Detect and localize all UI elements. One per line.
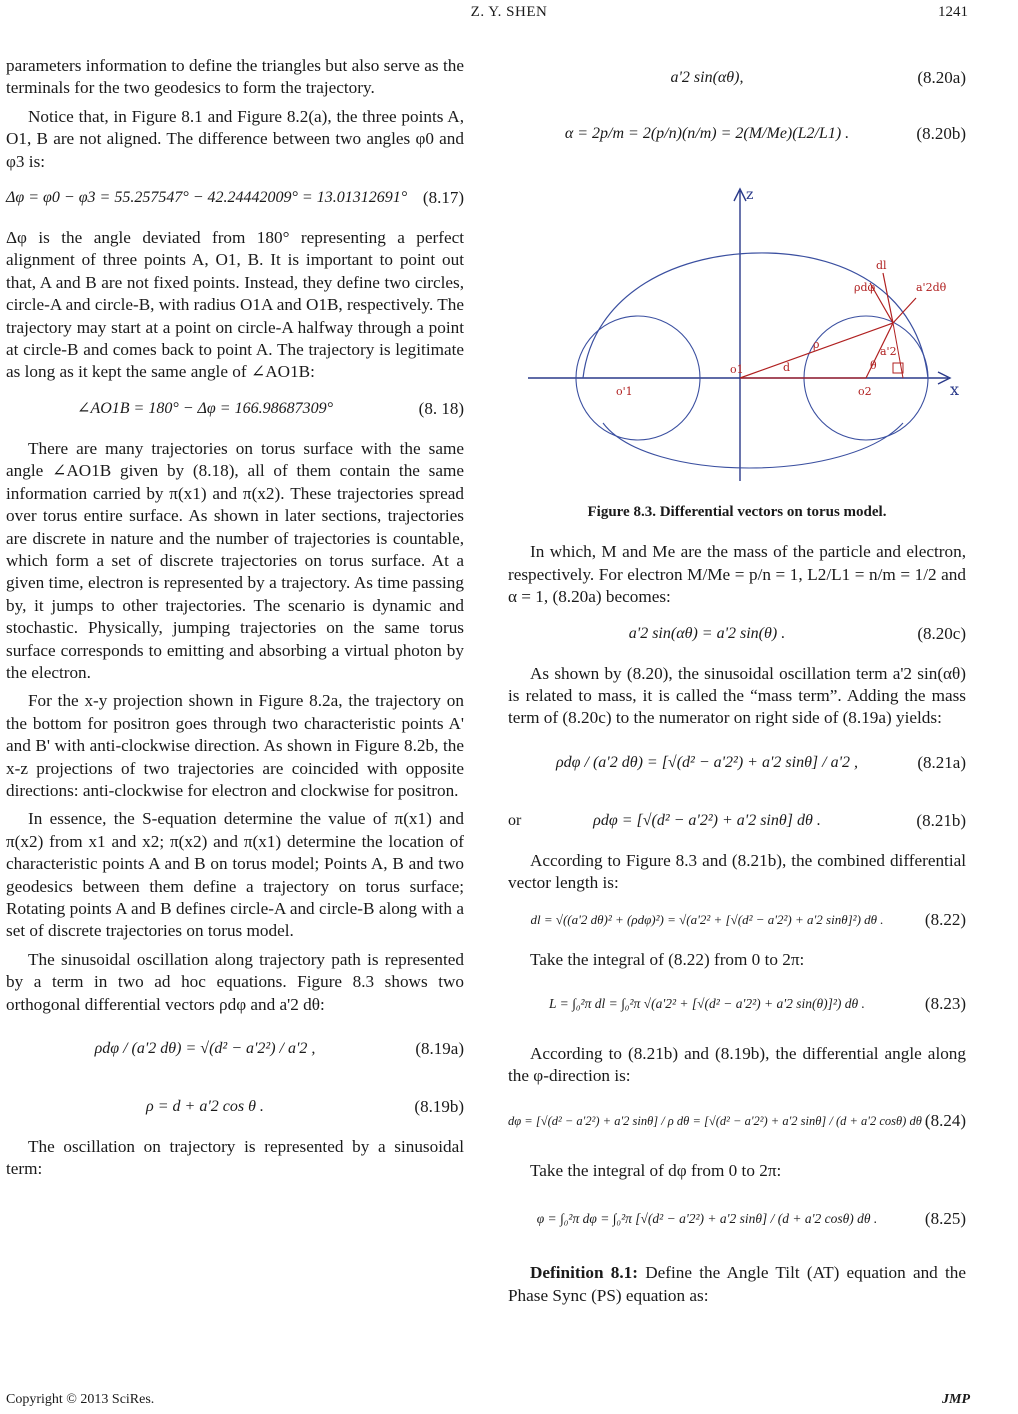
equation-body: L = ∫₀²π dl = ∫₀²π √(a'2² + [√(d² − a'2²) + a'2 sin(θ)]²) dθ . [549,996,865,1012]
equation-body: φ = ∫₀²π dφ = ∫₀²π [√(d² − a'2²) + a'2 sinθ] / (d + a'2 cosθ) dθ . [536,1211,878,1227]
equation-number: (8. 18) [418,398,464,418]
equation-8-18 [6,390,464,430]
paragraph: Δφ is the angle deviated from 180° representing a perfect alignment of three points A, O1, B. It is important to point out that, A and B are not fixed points. Instead, they define two circles, circle-A and circle-B, with radius O1A and O1B, respectively. The trajectory may start at a point on circle-A halfway through a point at circle-B and comes back to point A. The trajectory is legitimate as long as it kept the same angle of ∠AO1B: [6,228,464,382]
equation-8-25 [508,1188,966,1254]
equation-number: (8.17) [422,188,464,208]
equation-number: (8.22) [924,909,966,929]
torus-bottom-outline [603,423,903,468]
paragraph: As shown by (8.20), the sinusoidal oscillation term a'2 sin(αθ) is related to mass, it is called the “mass term”. Adding the mass term of (8.20c) to the numerator on right side of (8.19a) yields: [508,663,966,728]
or-word: or [508,811,522,829]
d-label: d [783,361,791,374]
equation-number: (8.20c) [917,623,966,643]
paragraph: According to (8.21b) and (8.19b), the differential angle along the φ-direction is: [508,1044,966,1086]
paragraph: The oscillation on trajectory is represented by a sinusoidal term: [6,1137,464,1179]
equation-number: (8.24) [924,1110,966,1130]
paragraph: In which, M and Me are the mass of the particle and electron, respectively. For electron M/Me = p/n = 1, L2/L1 = n/m = 1/2 and α = 1, (8.20a) becomes: [508,542,966,607]
equation-number: (8.21a) [917,752,966,772]
x-label: x [950,380,960,399]
paragraph: The sinusoidal oscillation along trajectory path is represented by a term in two ad hoc equations. Figure 8.3 shows two orthogonal differential vectors ρdφ and a'2 dθ: [6,949,464,1014]
o2-label: o2 [858,385,872,398]
equation-body: a'2 sin(αθ), [670,69,744,86]
equation-body: ρdφ / (a'2 dθ) = √(d² − a'2²) / a'2 , [94,1040,316,1058]
equation-number: (8.21b) [916,810,966,830]
a2-dtheta-vector [893,298,916,323]
page-header [0,4,1018,28]
equation-number: (8.19a) [415,1039,464,1059]
paragraph: Take the integral of (8.22) from 0 to 2π: [530,949,805,969]
a2-label: a'2 [880,345,897,358]
equation-8-17 [6,179,464,219]
o1-prime-label: o'1 [616,385,633,398]
equation-8-22 [508,901,966,941]
equation-8-19b [6,1088,464,1128]
z-label: z [746,187,754,203]
equation-number: (8.25) [924,1209,966,1229]
equation-8-24 [508,1094,966,1152]
paragraph: According to Figure 8.3 and (8.21b), the combined differential vector length is: [508,850,966,893]
page-number: 1241 [938,4,968,20]
paragraph: In essence, the S-equation determine the value of π(x1) and π(x2) from x1 and x2; π(x2) and π(x1) determine the location of characteristic points A and B on torus model; Points A, B and two geodesics between them define a trajectory on torus surface; Rotating points A and B defines circle-A and circle-B along with a set of discrete trajectories on torus model. [6,809,464,941]
equation-8-20c [508,615,966,655]
equation-body: α = 2p/m = 2(p/n)(n/m) = 2(M/Me)(L2/L1) . [564,125,850,142]
equation-8-21b [508,802,966,842]
equation-body: ρdφ = [√(d² − a'2²) + a'2 sinθ] dθ . [593,811,821,829]
equation-body: dl = √((a'2 dθ)² + (ρdφ)²) = √(a'2² + [√(d² − a'2²) + a'2 sinθ]²) dθ . [530,911,884,927]
equation-body: dφ = [√(d² − a'2²) + a'2 sinθ] / ρ dθ = [√(d² − a'2²) + a'2 sinθ] / (d + a'2 cosθ) dθ . [508,1113,929,1128]
rho-dphi-label: ρdφ [854,281,876,294]
right-column [508,55,966,1313]
equation-8-23 [508,977,966,1035]
paragraph: For the x-y projection shown in Figure 8.2a, the trajectory on the bottom for positron goes through two characteristic points A' and B' with anti-clockwise direction. As shown in Figure 8.2b, the x-z projections of two trajectories are coincided with opposite directions: anti-clockwise for electron and clockwise for positron. [6,691,464,800]
equation-8-20a [508,59,966,99]
definition-paragraph [508,1262,966,1307]
running-title: Z. Y. SHEN [470,4,548,20]
theta-label: θ [870,359,877,372]
paragraph: There are many trajectories on torus surface with the same angle ∠AO1B given by (8.18), all of them contain the same information carried by π(x1) and π(x2). These trajectories spread over torus entire surface. As shown in later sections, trajectories are discrete in nature and the number of trajectories is countable, which form a set of discrete trajectories on torus surface. At a given time, electron is represented by a trajectory. As time passing by, it jumps to other trajectories. The scenario is dynamic and stochastic. Physically, jumping trajectories on the same torus surface corresponds to emitting and absorbing a virtual photon by the electron. [6,438,464,682]
journal-name: JMP [942,1392,970,1407]
o1-label: o1 [730,363,744,376]
equation-8-20b [508,107,966,165]
equation-8-19a [6,1022,464,1080]
equation-body: ∠AO1B = 180° − Δφ = 166.98687309° [77,399,333,417]
equation-body: ρ = d + a'2 cos θ . [146,1098,264,1116]
paragraph: Take the integral of dφ from 0 to 2π: [530,1160,782,1180]
equation-number: (8.23) [924,994,966,1014]
a2-dtheta-label: a'2dθ [916,281,947,294]
definition-text: Define the Angle Tilt (AT) equation and the Phase Sync (PS) equation as: [508,1263,967,1305]
dl-label: dl [876,259,887,272]
definition-label: Definition 8.1: [530,1263,638,1283]
rho-label: ρ [813,338,820,351]
figure-caption: Figure 8.3. Differential vectors on torus model. [587,504,887,520]
paragraph: parameters information to define the triangles but also serve as the terminals for the two geodesics to form the trajectory. [6,56,464,98]
equation-body: ρdφ / (a'2 dθ) = [√(d² − a'2²) + a'2 sinθ] / a'2 , [555,753,859,771]
equation-body: a'2 sin(αθ) = a'2 sin(θ) . [628,624,786,642]
figure-8-3 [508,173,966,493]
equation-number: (8.20a) [917,68,966,87]
equation-8-21a [508,736,966,794]
equation-number: (8.20b) [916,124,966,143]
copyright: Copyright © 2013 SciRes. [6,1392,155,1407]
equation-body: Δφ = φ0 − φ3 = 55.257547° − 42.24442009° = 13.01312691° [6,189,408,207]
torus-diagram [508,173,966,493]
left-column [6,55,464,1187]
equation-number: (8.19b) [414,1097,464,1117]
paragraph: Notice that, in Figure 8.1 and Figure 8.2(a), the three points A, O1, B are not aligned. The difference between two angles φ0 and φ3 is: [6,106,464,171]
